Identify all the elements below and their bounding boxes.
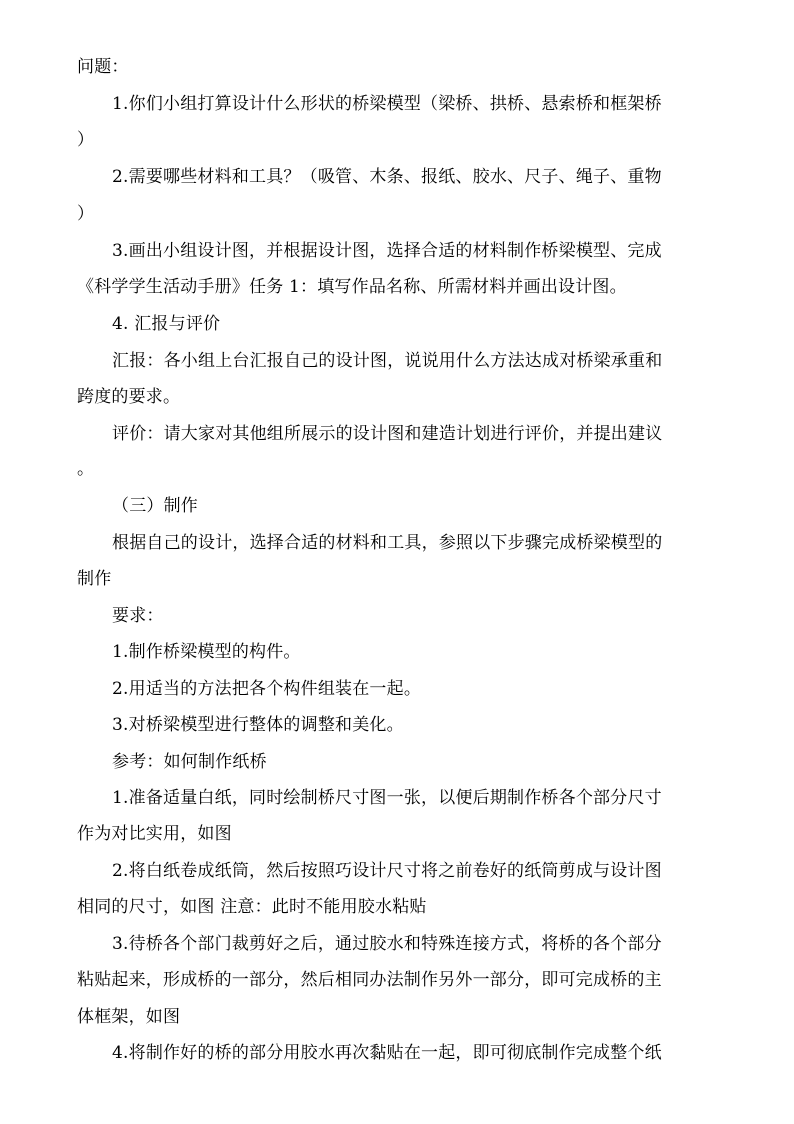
text-line-step-3-cont: 粘贴起来，形成桥的一部分，然后相同办法制作另外一部分，即可完成桥的主: [77, 970, 662, 990]
text-line-section-report-evaluate: 4. 汇报与评价: [112, 314, 221, 334]
text-line-step-1: 1.准备适量白纸，同时绘制桥尺寸图一张，以便后期制作桥各个部分尺寸: [112, 788, 662, 808]
text-line-requirement-2: 2.用适当的方法把各个构件组装在一起。: [112, 679, 422, 699]
text-line-question-3-cont: 《科学学生活动手册》任务 1：填写作品名称、所需材料并画出设计图。: [77, 277, 627, 297]
text-line-question-1-cont: ）: [77, 130, 95, 150]
text-line-report-cont: 跨度的要求。: [77, 387, 181, 407]
text-line-step-2: 2.将白纸卷成纸筒，然后按照巧设计尺寸将之前卷好的纸筒剪成与设计图: [112, 861, 662, 881]
text-line-making-intro: 根据自己的设计，选择合适的材料和工具，参照以下步骤完成桥梁模型的: [112, 533, 663, 553]
text-line-requirement-1: 1.制作桥梁模型的构件。: [112, 642, 301, 662]
text-line-step-4: 4.将制作好的桥的部分用胶水再次黏贴在一起，即可彻底制作完成整个纸: [112, 1043, 662, 1063]
text-line-question-1: 1.你们小组打算设计什么形状的桥梁模型（梁桥、拱桥、悬索桥和框架桥: [112, 94, 662, 114]
text-line-question-2-cont: ）: [77, 204, 95, 224]
text-line-step-1-cont: 作为对比实用，如图: [77, 824, 232, 844]
text-line-evaluation: 评价：请大家对其他组所展示的设计图和建造计划进行评价，并提出建议: [112, 424, 663, 444]
text-line-question-3: 3.画出小组设计图，并根据设计图，选择合适的材料制作桥梁模型、完成: [112, 241, 662, 261]
text-line-requirements-heading: 要求：: [112, 606, 164, 626]
text-line-section-making: （三）制作: [112, 496, 198, 516]
text-line-requirement-3: 3.对桥梁模型进行整体的调整和美化。: [112, 715, 404, 735]
text-line-report: 汇报：各小组上台汇报自己的设计图，说说用什么方法达成对桥梁承重和: [112, 351, 663, 371]
text-line-step-2-cont: 相同的尺寸，如图 注意：此时不能用胶水粘贴: [77, 897, 427, 917]
text-line-question-heading: 问题：: [77, 57, 129, 77]
text-line-question-2: 2.需要哪些材料和工具？（吸管、木条、报纸、胶水、尺子、绳子、重物: [112, 167, 662, 187]
text-line-reference-heading: 参考：如何制作纸桥: [112, 752, 267, 772]
text-line-step-3-cont-2: 体框架，如图: [77, 1007, 181, 1027]
text-line-making-intro-cont: 制作: [77, 569, 112, 589]
text-line-evaluation-cont: 。: [77, 459, 95, 479]
text-line-step-3: 3.待桥各个部门裁剪好之后，通过胶水和特殊连接方式，将桥的各个部分: [112, 934, 662, 954]
